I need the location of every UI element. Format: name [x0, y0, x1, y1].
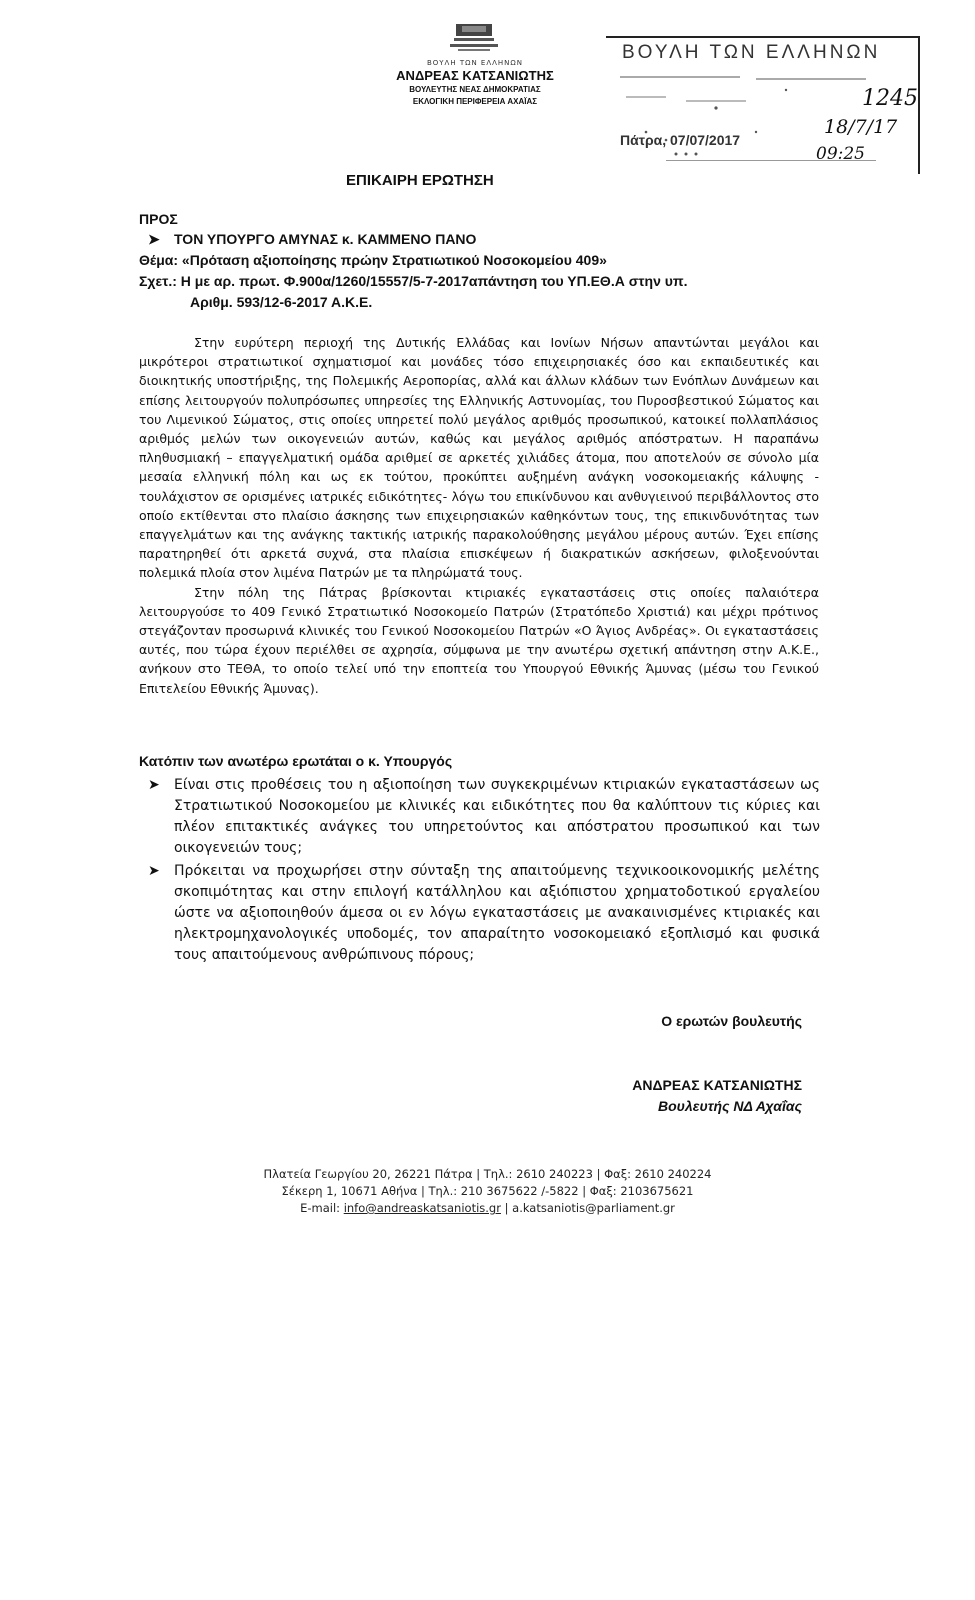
stamp-title: ΒΟΥΛΗ ΤΩΝ ΕΛΛΗΝΩΝ	[622, 42, 881, 63]
footer-address-athens: Σέκερη 1, 10671 Αθήνα | Τηλ.: 210 3675622 /-5822 | Φαξ: 2103675621	[281, 1184, 694, 1198]
signature-name: ΑΝΔΡΕΑΣ ΚΑΤΣΑΝΙΩΤΗΣ	[632, 1077, 802, 1093]
received-stamp	[606, 36, 920, 176]
signature-role: Βουλευτής ΝΔ Αχαΐας	[658, 1098, 802, 1114]
mp-name: ΑΝΔΡΕΑΣ ΚΑΤΣΑΝΙΩΤΗΣ	[396, 68, 554, 83]
to-label: ΠΡΟΣ	[139, 211, 178, 227]
email-separator: |	[504, 1201, 509, 1215]
question-text: Πρόκειται να προχωρήσει στην σύνταξη της απαιτούμενης τεχνικοοικονομικής μελέτης σκοπιμότητας και στην επιλογή κατάλληλου και αξιόπιστου χρηματοδοτικού εργαλείου ώστε να αξιοποιηθούν άμεσα οι εν λόγω εγκαταστάσεις με ανακαινισμένες κτιριακές και ηλεκτρομηχανολογικές υποδομές, τον απαραίτητο νοσοκομειακό εξοπλισμό και φυσικά τους απαιτούμενους ανθρώπινους πόρους;	[174, 863, 820, 963]
party-line: ΒΟΥΛΕΥΤΗΣ ΝΕΑΣ ΔΗΜΟΚΡΑΤΙΑΣ	[409, 85, 541, 94]
handwritten-number: 1245	[862, 86, 918, 111]
question-item	[148, 861, 820, 966]
footer-address-patra: Πλατεία Γεωργίου 20, 26221 Πάτρα | Τηλ.: 2610 240223 | Φαξ: 2610 240224	[263, 1167, 712, 1181]
handwritten-time: 09:25	[816, 144, 865, 164]
reference-line-2: Αριθμ. 593/12-6-2017 Α.Κ.Ε.	[190, 294, 373, 310]
document-title: ΕΠΙΚΑΙΡΗ ΕΡΩΤΗΣΗ	[346, 172, 494, 189]
handwritten-date: 18/7/17	[824, 116, 898, 138]
question-text: Είναι στις προθέσεις του η αξιοποίηση των συγκεκριμένων κτιριακών εγκαταστάσεων ως Στρατιωτικού Νοσοκομείου με κλινικές και ειδικότητες που θα καλύπτουν τις κύριες και πλέον επιτακτικές ανάγκες του υπηρετούντος και απόστρατου προσωπικού και των οικογενειών τους;	[174, 777, 820, 856]
footer-email-line	[0, 1201, 975, 1215]
body-paragraph-2: Στην πόλη της Πάτρας βρίσκονται κτιριακές εγκαταστάσεις στις οποίες παλαιότερα λειτουργούσε το 409 Γενικό Στρατιωτικό Νοσοκομείο Πατρών (Στρατόπεδο Χριστιά) και μέχρι πρότινος στεγάζονταν προσωρινά κλινικές του Γενικού Νοσοκομείου Πατρών «Ο Άγιος Ανδρέας». Οι εγκαταστάσεις αυτές, που τώρα έχουν περιέλθει σε αχρησία, σύμφωνα με την ανωτέρω σχετική απάντηση στην Α.Κ.Ε., ανήκουν στο ΤΕΘΑ, το οποίο τελεί υπό την εποπτεία του Υπουργού Εθνικής Άμυνας (μέσω του Γενικού Επιτελείου Εθνικής Άμυνας).	[139, 584, 819, 696]
email-link-parliament[interactable]: a.katsaniotis@parliament.gr	[512, 1201, 675, 1215]
question-intro: Κατόπιν των ανωτέρω ερωτάται ο κ. Υπουργός	[139, 753, 453, 769]
question-item	[148, 775, 820, 859]
body-text	[139, 333, 819, 698]
reference-line-1: Σχετ.: Η με αρ. πρωτ. Φ.900α/1260/15557/5-7-2017απάντηση του ΥΠ.ΕΘ.Α στην υπ.	[139, 273, 688, 289]
email-label: E-mail:	[300, 1201, 341, 1215]
email-link-info[interactable]: info@andreaskatsaniotis.gr	[343, 1201, 501, 1215]
signature-label: Ο ερωτών βουλευτής	[661, 1013, 802, 1029]
arrowhead-bullet-icon: ➤	[148, 777, 160, 793]
region-line: ΕΚΛΟΓΙΚΗ ΠΕΡΙΦΕΡΕΙΑ ΑΧΑΪΑΣ	[412, 97, 538, 106]
recipient-text: ΤΟΝ ΥΠΟΥΡΓΟ ΑΜΥΝΑΣ κ. ΚΑΜΜΕΝΟ ΠΑΝΟ	[174, 231, 477, 247]
recipient-line	[148, 231, 476, 248]
arrowhead-bullet-icon: ➤	[148, 863, 160, 879]
subject-line: Θέμα: «Πρόταση αξιοποίησης πρώην Στρατιωτικού Νοσοκομείου 409»	[139, 252, 607, 268]
parliament-name: ΒΟΥΛΗ ΤΩΝ ΕΛΛΗΝΩΝ	[426, 59, 524, 67]
parliament-emblem-icon	[444, 20, 504, 60]
body-paragraph-1: Στην ευρύτερη περιοχή της Δυτικής Ελλάδας και Ιονίων Νήσων απαντώνται μεγάλοι και μικρότεροι στρατιωτικοί σχηματισμοί και μονάδες τόσο επιχειρησιακές όσο και εκπαιδευτικές και διοικητικής υποστήριξης, της Πολεμικής Αεροπορίας, αλλά και άλλων κλάδων των Ενόπλων Δυνάμεων και επίσης λειτουργούν πολυπρόσωπες υπηρεσίες της Ελληνικής Αστυνομίας, του Πυροσβεστικού Σώματος και του Λιμενικού Σώματος, στις οποίες υπηρετεί πολύ μεγάλος αριθμός προσωπικού, κατοικεί πολλαπλάσιος αριθμός μελών των οικογενειών αυτών, καθώς και μεγάλος αριθμός απόστρατων. Η παραπάνω πληθυσμιακή – επαγγελματική ομάδα αριθμεί σε αρκετές χιλιάδες άτομα, που αποτελούν σε σύνολο μία μεσαία ελληνική πόλη και ως εκ τούτου, προκύπτει αυξημένη ανάγκη νοσοκομειακής κάλυψης - τουλάχιστον σε ορισμένες ιατρικές ειδικότητες- λόγω του επικίνδυνου και ανθυγιεινού περιβάλλοντος στο οποίο εκτίθενται στο πλαίσιο άσκησης των επιχειρησιακών καθηκόντων τους, της επικινδυνότητας των επαγγελμάτων και της ανάγκης τακτικής ιατρικής παρακολούθησης μεγάλου μέρους αυτών. Έχει επίσης παρατηρηθεί ότι αρκετά συχνά, στα πλαίσια επισκέψεων ή διακρατικών ασκήσεων, φιλοξενούνται πολεμικά πλοία στον λιμένα Πατρών με τα πληρώματά τους.	[139, 335, 819, 581]
arrowhead-bullet-icon: ➤	[148, 231, 160, 247]
document-date: Πάτρα, 07/07/2017	[620, 132, 741, 148]
